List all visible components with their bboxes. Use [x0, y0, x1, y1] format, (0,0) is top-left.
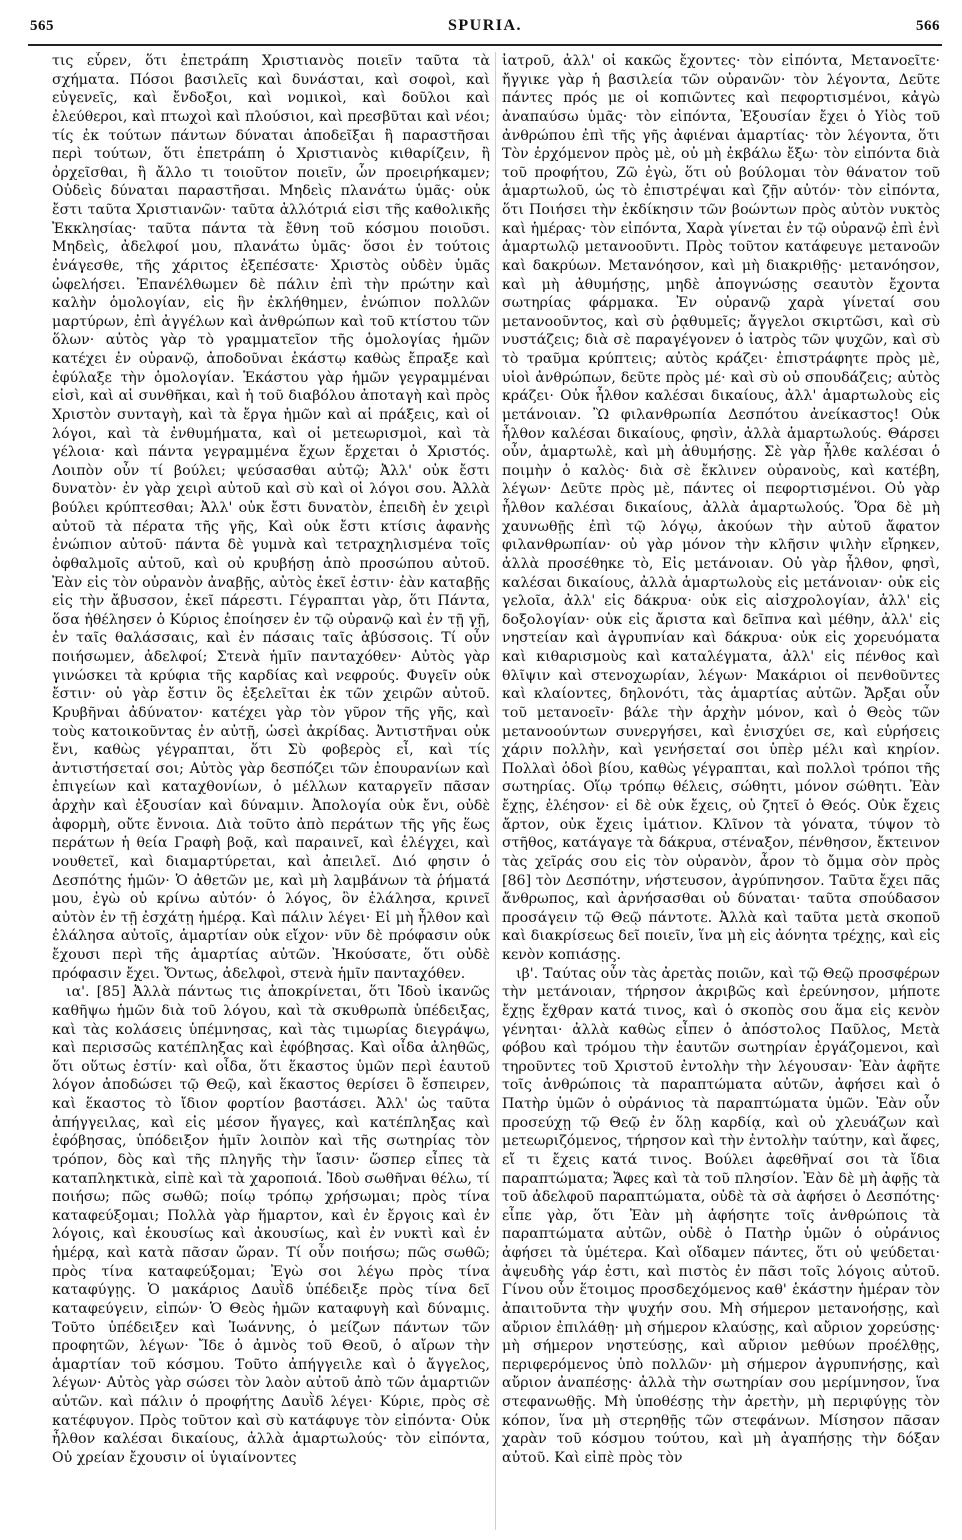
page-header: [30, 12, 940, 42]
header-rule: [28, 44, 942, 46]
right-column: [502, 52, 940, 1530]
left-paragraph-2: ια'. [85] Ἀλλὰ πάντως τις ἀποκρίνεται, ὅτι Ἰδοὺ ἱκανῶς καθῆψω ἡμῶν διὰ τοῦ λόγου, καὶ τὰ σκυθρωπὰ ὑπέδειξας, καὶ τὰς κολάσεις ὑπέμνησας, καὶ τὰς τιμωρίας διεγράψω, καὶ περισσῶς κατέπληξας καὶ ἐφόβησας. Καὶ οἶδα ἀληθῶς, ὅτι οὕτως ἐστίν· καὶ οἶδα, ὅτι ἕκαστος ὑμῶν περὶ ἑαυτοῦ λόγον ἀποδώσει τῷ Θεῷ, καὶ ἕκαστος θερίσει ὃ ἔσπειρεν, καὶ ἕκαστος τὸ ἴδιον φορτίον βαστάσει. Ἀλλ' ὡς ταῦτα ἀπήγγειλας, καὶ εἰς μέσον ἤγαγες, καὶ κατέπληξας καὶ ἐφόβησας, ὑπόδειξον ἡμῖν λοιπὸν καὶ τῆς σωτηρίας τὸν τρόπον, δὸς καὶ τῆς πληγῆς τὴν ἴασιν· ὥσπερ εἶπες τὰ καταπληκτικὰ, εἰπὲ καὶ τὰ χαροποιά. Ἰδοὺ σωθῆναι θέλω, τί ποιήσω; πῶς σωθῶ; ποίῳ τρόπῳ χρήσωμαι; πρὸς τίνα καταφεύξομαι; Πολλὰ γὰρ ἥμαρτον, καὶ ἐν ἔργοις καὶ ἐν λόγοις, καὶ ἑκουσίως καὶ ἀκουσίως, καὶ ἐν νυκτὶ καὶ ἐν ἡμέρᾳ, καὶ κατὰ πᾶσαν ὥραν. Τί οὖν ποιήσω; πῶς σωθῶ; πρὸς τίνα καταφεύξομαι; Ἐγὼ σοι λέγω πρὸς τίνα καταφύγῃς. Ὁ μακάριος Δαυῒδ ὑπέδειξε πρὸς τίνα δεῖ καταφεύγειν, εἰπών· Ὁ Θεὸς ἡμῶν καταφυγὴ καὶ δύναμις. Τοῦτο ὑπέδειξεν καὶ Ἰωάννης, ὁ μείζων πάντων τῶν προφητῶν, λέγων· Ἴδε ὁ ἀμνὸς τοῦ Θεοῦ, ὁ αἴρων τὴν ἁμαρτίαν τοῦ κόσμου. Τοῦτο ἀπήγγειλε καὶ ὁ ἄγγελος, λέγων· Αὐτὸς γὰρ σώσει τὸν λαὸν αὐτοῦ ἀπὸ τῶν ἁμαρτιῶν αὐτῶν. καὶ πάλιν ὁ προφήτης Δαυῒδ λέγει· Κύριε, πρὸς σὲ κατέφυγον. Πρὸς τοῦτον καὶ σὺ κατάφυγε τὸν εἰπόντα· Οὐκ ἦλθον καλέσαι δικαίους, ἀλλὰ ἁμαρτωλούς· τὸν εἰπόντα, Οὐ χρείαν ἔχουσιν οἱ ὑγιαίνοντες: [52, 984, 490, 1466]
left-column: [52, 52, 490, 1530]
column-divider: [495, 52, 496, 1530]
right-paragraph-1: ἰατροῦ, ἀλλ' οἱ κακῶς ἔχοντες· τὸν εἰπόντα, Μετανοεῖτε· ἤγγικε γὰρ ἡ βασιλεία τῶν οὐρανῶν· τὸν λέγοντα, Δεῦτε πάντες πρός με οἱ κοπιῶντες καὶ πεφορτισμένοι, κἀγὼ ἀναπαύσω ὑμᾶς· τὸν εἰπόντα, Ἐξουσίαν ἔχει ὁ Υἱὸς τοῦ ἀνθρώπου ἐπὶ τῆς γῆς ἀφιέναι ἁμαρτίας· τὸν λέγοντα, ὅτι Τὸν ἐρχόμενον πρὸς μὲ, οὐ μὴ ἐκβάλω ἔξω· τὸν εἰπόντα διὰ τοῦ προφήτου, Ζῶ ἐγὼ, ὅτι οὐ βούλομαι τὸν θάνατον τοῦ ἁμαρτωλοῦ, ὡς τὸ ἐπιστρέψαι καὶ ζῇν αὐτόν· τὸν εἰπόντα, ὅτι Ποιήσει τὴν ἐκδίκησιν τῶν βοώντων πρὸς αὐτὸν νυκτὸς καὶ ἡμέρας· τὸν εἰπόντα, Χαρὰ γίνεται ἐν τῷ οὐρανῷ ἐπὶ ἑνὶ ἁμαρτωλῷ μετανοοῦντι. Πρὸς τοῦτον κατάφευγε μετανοῶν καὶ δακρύων. Μετανόησον, καὶ μὴ διακριθῇς· μετανόησον, καὶ μὴ ἀθυμήσῃς, μηδὲ ἀπογνώσῃς σεαυτὸν ἔχοντα σωτηρίας φάρμακα. Ἐν οὐρανῷ χαρὰ γίνεταί σου μετανοοῦντος, καὶ σὺ ῥᾳθυμεῖς; ἄγγελοι σκιρτῶσι, καὶ σὺ νυστάζεις; διὰ σὲ παραγέγονεν ὁ ἰατρὸς τῶν ψυχῶν, καὶ σὺ τὸ τραῦμα κρύπτεις; αὐτὸς κράζει· ἐπιστράφητε πρὸς μὲ, υἱοὶ ἀνθρώπων, δεῦτε πρὸς μέ· καὶ σὺ οὐ σπουδάζεις; αὐτὸς κράζει· Οὐκ ἦλθον καλέσαι δικαίους, ἀλλ' ἁμαρτωλοὺς εἰς μετάνοιαν. Ὢ φιλανθρωπία Δεσπότου ἀνείκαστος! Οὐκ ἦλθον καλέσαι δικαίους, φησὶν, ἀλλὰ ἁμαρτωλούς. Θάρσει οὖν, ἁμαρτωλὲ, καὶ μὴ ἀθυμήσῃς. Σὲ γὰρ ἦλθε καλέσαι ὁ ποιμὴν ὁ καλὸς· διὰ σὲ ἔκλινεν οὐρανοὺς, καὶ κατέβη, λέγων· Δεῦτε πρὸς μὲ, πάντες οἱ πεφορτισμένοι. Οὐ γὰρ ἦλθον καλέσαι δικαίους, ἀλλὰ ἁμαρτωλούς. Ὅρα δὲ μὴ χαυνωθῇς ἐπὶ τῷ λόγῳ, ἀκούων τὴν αὐτοῦ ἄφατον φιλανθρωπίαν· οὐ γὰρ μόνον τὴν κλῆσιν ψιλὴν εἴρηκεν, ἀλλὰ προσέθηκε τὸ, Εἰς μετάνοιαν. Οὐ γὰρ ἦλθον, φησὶ, καλέσαι δικαίους, ἀλλὰ ἁμαρτωλοὺς εἰς μετάνοιαν· οὐκ εἰς γελοῖα, ἀλλ' εἰς δάκρυα· οὐκ εἰς αἰσχρολογίαν, ἀλλ' εἰς δοξολογίαν· οὐκ εἰς ἄριστα καὶ δεῖπνα καὶ μέθην, ἀλλ' εἰς νηστείαν καὶ ἀγρυπνίαν καὶ δάκρυα· οὐκ εἰς χορευόματα καὶ κιθαρισμοὺς καὶ καταλέγματα, ἀλλ' εἰς πένθος καὶ θλῖψιν καὶ στενοχωρίαν, λέγων· Μακάριοι οἱ πενθοῦντες καὶ κλαίοντες, δηλονότι, τὰς ἁμαρτίας αὐτῶν. Ἄρξαι οὖν τοῦ μετανοεῖν· βάλε τὴν ἀρχὴν μόνον, καὶ ὁ Θεὸς τῶν μετανοούντων συνεργήσει, καὶ ἐνισχύει σε, καὶ εὑρήσεις χάριν πολλὴν, καὶ γενήσεταί σοι ὑπὲρ μέλι καὶ κηρίον. Πολλαὶ ὁδοὶ βίου, καθὼς γέγραπται, καὶ πολλοὶ τρόποι τῆς σωτηρίας. Οἵῳ τρόπῳ θέλεις, σώθητι, μόνον σώθητι. Ἐὰν ἔχῃς, ἐλέησον· εἰ δὲ οὐκ ἔχεις, οὐ ζητεῖ ὁ Θεός. Οὐκ ἔχεις ἄρτον, οὐκ ἔχεις ἱμάτιον. Κλῖνον τὰ γόνατα, τύψον τὸ στῆθος, κατάγαγε τὰ δάκρυα, στέναξον, πένθησον, ἔκτεινον τὰς χεῖράς σου εἰς τὸν οὐρανὸν, ἆρον τὸ ὄμμα σὸν πρὸς [86] τὸν Δεσπότην, νήστευσον, ἀγρύπνησον. Ταῦτα ἔχει πᾶς ἄνθρωπος, καὶ ἀρνήσασθαι οὐ δύναται· ταῦτα σπούδασον προσάγειν τῷ Θεῷ πάντοτε. Ἀλλὰ καὶ ταῦτα μετὰ σκοποῦ καὶ διακρίσεως δεῖ ποιεῖν, ἵνα μὴ εἰς ἀόνητα τρέχῃς, καὶ εἰς κενὸν κοπιάσῃς.: [502, 53, 940, 963]
page-number-right: 566: [916, 18, 940, 34]
right-paragraph-2: ιβ'. Ταύτας οὖν τὰς ἀρετὰς ποιῶν, καὶ τῷ Θεῷ προσφέρων τὴν μετάνοιαν, τήρησον ἀκριβῶς καὶ ἐρεύνησον, μήποτε ἔχῃς ἔχθραν κατά τινος, καὶ ὁ σκοπὸς σου ἅμα εἰς κενὸν γένηται· ἀλλὰ καθὼς εἶπεν ὁ ἀπόστολος Παῦλος, Μετὰ φόβου καὶ τρόμου τὴν ἑαυτῶν σωτηρίαν ἐργάζομενοι, καὶ τηροῦντες τοῦ Χριστοῦ ἐντολὴν τὴν λέγουσαν· Ἐὰν ἀφῆτε τοῖς ἀνθρώποις τὰ παραπτώματα αὐτῶν, ἀφήσει καὶ ὁ Πατὴρ ὑμῶν ὁ οὐράνιος τὰ παραπτώματα ὑμῶν. Ἐὰν οὖν προσεύχῃ τῷ Θεῷ ἐν ὅλῃ καρδίᾳ, καὶ οὐ χλευάζων καὶ μετεωριζόμενος, τήρησον καὶ τὴν ἐντολὴν ταύτην, καὶ ἄφες, εἴ τι ἔχεις κατά τινος. Βούλει ἀφεθῆναί σοι τὰ ἴδια παραπτώματα; Ἄφες καὶ τὰ τοῦ πλησίον. Ἐὰν δὲ μὴ ἀφῇς τὰ τοῦ ἀδελφοῦ παραπτώματα, οὐδὲ τὰ σὰ ἀφήσει ὁ Δεσπότης· εἶπε γὰρ, ὅτι Ἐὰν μὴ ἀφήσητε τοῖς ἀνθρώποις τὰ παραπτώματα αὐτῶν, οὐδὲ ὁ Πατὴρ ὑμῶν ὁ οὐράνιος ἀφήσει τὰ ὑμέτερα. Καὶ οἴδαμεν πάντες, ὅτι οὐ ψεύδεται· ἀψευδὴς γάρ ἐστι, καὶ πιστὸς ἐν πᾶσι τοῖς λόγοις αὐτοῦ. Γίνου οὖν ἕτοιμος προσδεχόμενος καθ' ἑκάστην ἡμέραν τὸν ἀπαιτοῦντα τὴν ψυχήν σου. Μὴ σήμερον μετανοήσῃς, καὶ αὔριον ἐπιλάθῃ· μὴ σήμερον κλαύσῃς, καὶ αὔριον χορεύσῃς· μὴ σήμερον νηστεύσῃς, καὶ αὔριον μεθύων προέλθῃς, περιφερόμενος ὑπὸ πολλῶν· μὴ σήμερον ἀγρυπνήσῃς, καὶ αὔριον ἀναπέσῃς· ἀλλὰ τὴν σωτηρίαν σου μερίμνησον, ἵνα στεφανωθῇς. Μὴ ὑποθέσῃς τὴν ἀρετὴν, μὴ περιφύγῃς τὸν κόπον, ἵνα μὴ στερηθῇς τῶν στεφάνων. Μίσησον πᾶσαν χαρὰν τοῦ κόσμου τούτου, καὶ μὴ ἀγαπήσῃς τὴν δόξαν αὐτοῦ. Καὶ εἰπὲ πρὸς τὸν: [502, 965, 940, 1466]
left-paragraph-1: τις εὗρεν, ὅτι ἐπετράπη Χριστιανὸς ποιεῖν ταῦτα τὰ σχήματα. Πόσοι βασιλεῖς καὶ δυνάσται, καὶ σοφοὶ, καὶ εὐγενεῖς, καὶ ἔνδοξοι, καὶ νομικοὶ, καὶ δοῦλοι καὶ ἐλεύθεροι, καὶ πτωχοὶ καὶ πλούσιοι, καὶ πρεσβῦται καὶ νέοι; τίς ἐκ τούτων πάντων δύναται ἀποδεῖξαι ἢ παραστῆσαι περὶ τούτων, ὅτι ἐπετράπη ὁ Χριστιανὸς κιθαρίζειν, ἢ ὀρχεῖσθαι, ἢ ἄλλο τι τοιοῦτον ποιεῖν, ὧν προειρήκαμεν; Οὐδεὶς δύναται παραστῆσαι. Μηδεὶς πλανάτω ὑμᾶς· οὐκ ἔστι ταῦτα Χριστιανῶν· ταῦτα ἀλλότριά εἰσι τῆς καθολικῆς Ἐκκλησίας· ταῦτα πάντα τὰ ἔθνη τοῦ κόσμου ποιοῦσι. Μηδεὶς, ἀδελφοί μου, πλανάτω ὑμᾶς· ὅσοι ἐν τούτοις ἐνάγεσθε, τῆς χάριτος ἐξεπέσατε· Χριστὸς οὐδὲν ὑμᾶς ὠφελήσει. Ἐπανέλθωμεν δὲ πάλιν ἐπὶ τὴν πρώτην καὶ καλὴν ὁμολογίαν, εἰς ἣν ἐκλήθημεν, ἐνώπιον πολλῶν μαρτύρων, ἐπὶ ἀγγέλων καὶ ἀνθρώπων καὶ τοῦ κτίστου τῶν ὅλων· αὐτὸς γὰρ τὸ γραμματεῖον τῆς ὁμολογίας ἡμῶν κατέχει ἐν οὐρανῷ, ἀποδοῦναι ἑκάστῳ καθὼς ἔπραξε καὶ ἐφύλαξε τὴν ὁμολογίαν. Ἑκάστου γὰρ ἡμῶν γεγραμμέναι εἰσὶ, καὶ αἱ συνθῆκαι, καὶ ἡ τοῦ διαβόλου ἀποταγὴ καὶ πρὸς Χριστὸν συνταγὴ, καὶ τὰ ἔργα ἡμῶν καὶ αἱ πράξεις, καὶ οἱ λόγοι, καὶ τὰ ἐνθυμήματα, καὶ οἱ μετεωρισμοὶ, καὶ τὰ γέλοια· καὶ πάντα γεγραμμένα ἔχων ἔρχεται ὁ Χριστός. Λοιπὸν οὖν τί βούλει; ψεύσασθαι αὐτῷ; Ἀλλ' οὐκ ἔστι δυνατὸν· ἐν γὰρ χειρὶ αὐτοῦ καὶ σὺ καὶ οἱ λόγοι σου. Ἀλλὰ βούλει κρύπτεσθαι; Ἀλλ' οὐκ ἔστι δυνατὸν, ἐπειδὴ ἐν χειρὶ αὐτοῦ τὰ πέρατα τῆς γῆς, Καὶ οὐκ ἔστι κτίσις ἀφανὴς ἐνώπιον αὐτοῦ· πάντα δὲ γυμνὰ καὶ τετραχηλισμένα τοῖς ὀφθαλμοῖς αὐτοῦ, καὶ οὐ κρυβήσῃ ἀπὸ προσώπου αὐτοῦ. Ἐὰν εἰς τὸν οὐρανὸν ἀναβῇς, αὐτὸς ἐκεῖ ἐστιν· ἐὰν καταβῇς εἰς τὴν ἄβυσσον, ἐκεῖ πάρεστι. Γέγραπται γὰρ, ὅτι Πάντα, ὅσα ἠθέλησεν ὁ Κύριος ἐποίησεν ἐν τῷ οὐρανῷ καὶ ἐν τῇ γῇ, ἐν ταῖς θαλάσσαις, καὶ ἐν πάσαις ταῖς ἀβύσσοις. Τί οὖν ποιήσωμεν, ἀδελφοί; Στενὰ ἡμῖν πανταχόθεν· Αὐτὸς γὰρ γινώσκει τὰ κρύφια τῆς καρδίας καὶ νεφρούς. Φυγεῖν οὐκ ἔστιν· οὐ γὰρ ἔστιν ὃς ἐξελεῖται ἐκ τῶν χειρῶν αὐτοῦ. Κρυβῆναι ἀδύνατον· κατέχει γὰρ τὸν γῦρον τῆς γῆς, καὶ τοὺς κατοικοῦντας ἐν αὐτῇ, ὡσεὶ ἀκρίδας. Ἀντιστῆναι οὐκ ἔνι, καθὼς γέγραπται, ὅτι Σὺ φοβερὸς εἶ, καὶ τίς ἀντιστήσεταί σοι; Αὐτὸς γὰρ δεσπόζει τῶν ἐπουρανίων καὶ ἐπιγείων καὶ καταχθονίων, ὁ μέλλων καταργεῖν πᾶσαν ἀρχὴν καὶ ἐξουσίαν καὶ δύναμιν. Ἀπολογία οὐκ ἔνι, οὐδὲ ἀφορμὴ, οὔτε ἔννοια. Διὰ τοῦτο ἀπὸ περάτων τῆς γῆς ἕως περάτων ἡ θεία Γραφὴ βοᾷ, καὶ παραινεῖ, καὶ ἐλέγχει, καὶ νουθετεῖ, καὶ διαμαρτύρεται, καὶ ἀπειλεῖ. Διό φησιν ὁ Δεσπότης ἡμῶν· Ὁ ἀθετῶν με, καὶ μὴ λαμβάνων τὰ ῥήματά μου, ἐγὼ οὐ κρίνω αὐτόν· ὁ λόγος, ὃν ἐλάλησα, κρινεῖ αὐτὸν ἐν τῇ ἐσχάτῃ ἡμέρᾳ. Καὶ πάλιν λέγει· Εἰ μὴ ἦλθον καὶ ἐλάλησα αὐτοῖς, ἁμαρτίαν οὐκ εἴχον· νῦν δὲ πρόφασιν οὐκ ἔχουσι περὶ τῆς ἁμαρτίας αὐτῶν. Ἠκούσατε, ὅτι οὐδὲ πρόφασιν ἔχει. Ὄντως, ἀδελφοὶ, στενὰ ἡμῖν πανταχόθεν.: [52, 53, 490, 982]
running-title: SPURIA.: [447, 17, 523, 34]
page-number-left: 565: [30, 18, 54, 34]
